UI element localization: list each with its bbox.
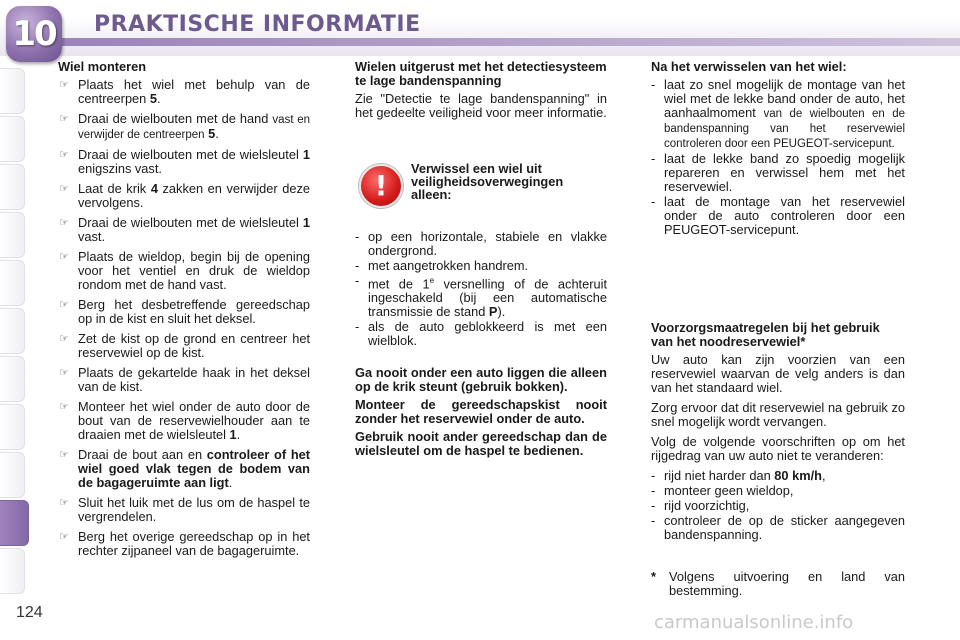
pointing-hand-icon: ☞ xyxy=(59,496,69,509)
chapter-tab[interactable] xyxy=(0,212,25,258)
list-item: ☞ Zet de kist op de grond en centreer het reservewiel op de kist. xyxy=(59,331,310,360)
list-item: ☞ Berg het overige gereedschap op in het rechter zijpaneel van de bagageruimte. xyxy=(59,529,310,558)
list-item: - controleer de op de sticker aangegeven bandenspanning. xyxy=(651,514,905,542)
column-safety xyxy=(355,60,607,462)
list-item: - laat de lekke band zo spoedig mogelijk repareren en verwissel hem met het reservewiel. xyxy=(651,152,905,194)
pointing-hand-icon: ☞ xyxy=(59,112,69,125)
list-item: - monteer geen wieldop, xyxy=(651,484,905,498)
list-item: ☞ Draai de wielbouten met de wielsleutel 1 enigszins vast. xyxy=(59,147,310,176)
step-list xyxy=(58,78,310,558)
column-wiel-monteren xyxy=(58,60,310,564)
list-item: - rijd voorzichtig, xyxy=(651,499,905,513)
exclamation-warning-icon: ! xyxy=(359,164,403,208)
chapter-tab[interactable] xyxy=(0,164,25,210)
chapter-tabs xyxy=(0,68,32,596)
warning-title: Verwissel een wiel uit veiligheidsoverwegingen alleen: xyxy=(411,161,564,202)
list-item: ☞ Monteer het wiel onder de auto door de bout van de reservewielhouder aan te draaien met de wielsleutel 1. xyxy=(59,399,310,442)
section-heading: Na het verwisselen van het wiel: xyxy=(651,59,847,74)
list-item: ☞ Berg het desbetreffende gereedschap op in de kist en sluit het deksel. xyxy=(59,297,310,326)
list-item: - laat zo snel mogelijk de montage van het wiel met de lekke band onder de auto, het aanhaalmoment van de wielbouten en de bandenspanning van het reservewiel controleren door een PEUGEOT-servicepunt. xyxy=(651,78,905,151)
bold-warning: Ga nooit onder een auto liggen die alleen op de krik steunt (gebruik bokken). xyxy=(355,365,607,395)
list-item: ☞ Draai de bout aan en controleer of het wiel goed vlak tegen de bodem van de bagageruimte aan ligt. xyxy=(59,447,311,490)
chapter-tab[interactable] xyxy=(0,356,25,402)
chapter-tab-active[interactable] xyxy=(0,500,29,546)
list-item: - als de auto geblokkeerd is met een wielblok. xyxy=(355,320,607,348)
chapter-tab[interactable] xyxy=(0,404,25,450)
footnote xyxy=(651,570,905,598)
pointing-hand-icon: ☞ xyxy=(59,182,69,195)
chapter-tab[interactable] xyxy=(0,452,25,498)
chapter-tab[interactable] xyxy=(0,548,25,594)
page-title: PRAKTISCHE INFORMATIE xyxy=(94,12,421,37)
list-item: - met de 1e versnelling of de achteruit ingeschakeld (bij een automatische transmissie de stand P). xyxy=(355,274,607,319)
page-number: 124 xyxy=(16,604,43,621)
list-item: ☞ Draai de wielbouten met de hand vast en verwijder de centreerpen 5. xyxy=(59,111,311,141)
condition-list xyxy=(355,230,607,348)
paragraph: Volg de volgende voorschriften op om het rijgedrag van uw auto niet te veranderen: xyxy=(651,434,905,463)
paragraph: Uw auto kan zijn voorzien van een reservewiel waarvan de velg anders is dan van het standaard wiel. xyxy=(651,352,905,395)
chapter-tab[interactable] xyxy=(0,68,25,114)
chapter-tab[interactable] xyxy=(0,260,25,306)
pointing-hand-icon: ☞ xyxy=(59,332,69,345)
list-item: ☞ Draai de wielbouten met de wielsleutel 1 vast. xyxy=(59,215,310,244)
list-item: ☞ Laat de krik 4 zakken en verwijder deze vervolgens. xyxy=(59,181,311,210)
pointing-hand-icon: ☞ xyxy=(59,448,69,461)
pointing-hand-icon: ☞ xyxy=(59,78,69,91)
section-heading: Voorzorgsmaatregelen bij het gebruik van het noodreservewiel* xyxy=(651,320,880,349)
pointing-hand-icon: ☞ xyxy=(59,148,69,161)
list-item: - laat de montage van het reservewiel onder de auto controleren door een PEUGEOT-servicepunt. xyxy=(651,195,905,237)
watermark: carmanualsonline.info xyxy=(654,612,854,633)
pointing-hand-icon: ☞ xyxy=(59,250,69,263)
list-item: ☞ Plaats de wieldop, begin bij de opening voor het ventiel en druk de wieldop rondom met de hand vast. xyxy=(59,249,310,292)
rules-list xyxy=(651,469,905,542)
after-list xyxy=(651,78,905,237)
pointing-hand-icon: ☞ xyxy=(59,366,69,379)
intro-text: Zie "Detectie te lage bandenspanning" in het gedeelte veiligheid voor meer informatie. xyxy=(355,91,607,120)
chapter-number: 10 xyxy=(12,14,56,54)
pointing-hand-icon: ☞ xyxy=(59,216,69,229)
pointing-hand-icon: ☞ xyxy=(59,400,69,413)
chapter-tab[interactable] xyxy=(0,308,25,354)
chapter-tab[interactable] xyxy=(0,116,25,162)
bold-warning: Gebruik nooit ander gereedschap dan de wielsleutel om de haspel te bedienen. xyxy=(355,429,607,459)
section-heading: Wiel monteren xyxy=(58,59,147,74)
list-item: - op een horizontale, stabiele en vlakke ondergrond. xyxy=(355,230,607,258)
list-item: ☞ Plaats het wiel met behulp van de centreerpen 5. xyxy=(59,77,310,106)
pointing-hand-icon: ☞ xyxy=(59,298,69,311)
list-item: - rijd niet harder dan 80 km/h, xyxy=(651,469,905,483)
warning-box xyxy=(355,160,607,220)
bold-warning: Monteer de gereedschapskist nooit zonder het reservewiel onder de auto. xyxy=(355,397,607,427)
footnote-text: Volgens uitvoering en land van bestemming. xyxy=(669,569,905,598)
paragraph: Zorg ervoor dat dit reservewiel na gebruik zo snel mogelijk wordt vervangen. xyxy=(651,400,905,429)
pointing-hand-icon: ☞ xyxy=(59,530,69,543)
chapter-badge xyxy=(6,6,62,62)
list-item: ☞ Plaats de gekartelde haak in het deksel van de kist. xyxy=(59,365,310,394)
list-item: - met aangetrokken handrem. xyxy=(355,259,607,273)
section-heading: Wielen uitgerust met het detectiesysteem te lage bandenspanning xyxy=(355,59,607,88)
list-item: ☞ Sluit het luik met de lus om de haspel te vergrendelen. xyxy=(59,495,310,524)
column-after-change xyxy=(651,60,905,598)
header-bar xyxy=(58,38,960,46)
footnote-marker: * xyxy=(651,569,656,584)
